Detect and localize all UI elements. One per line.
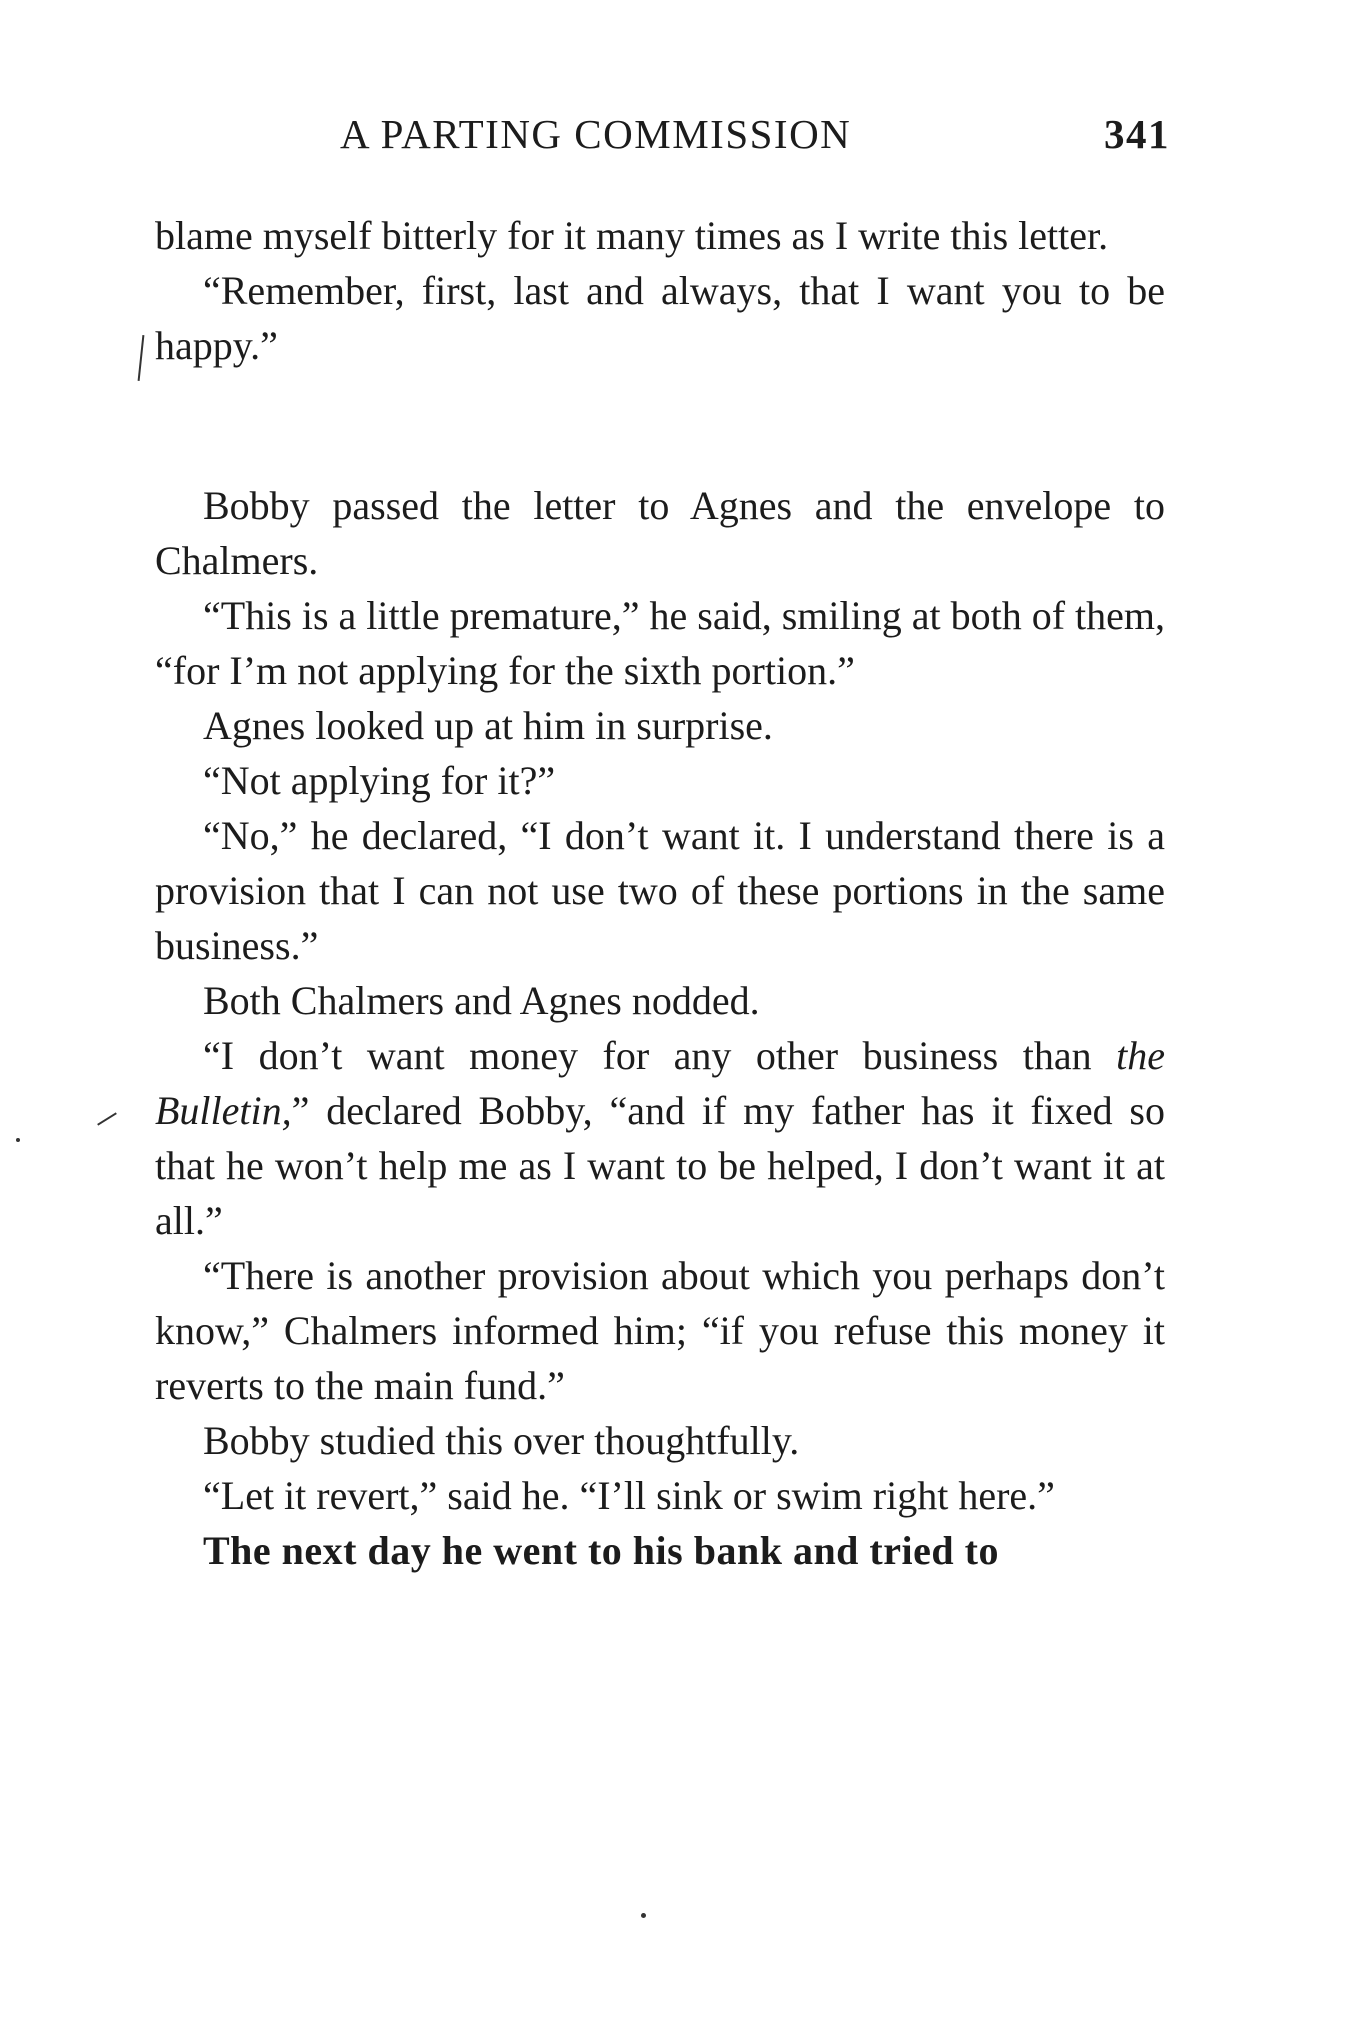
- paragraph: Bobby studied this over thoughtfully.: [203, 1418, 800, 1463]
- margin-pencil-mark: [138, 335, 145, 381]
- paragraph: blame myself bitterly for it many times as I write this letter.: [155, 213, 1109, 258]
- paragraph: The next day he went to his bank and tried to: [203, 1528, 999, 1573]
- paragraph: Bobby passed the letter to Agnes and the envelope to Chalmers.: [155, 483, 1165, 583]
- ink-speck: [16, 1138, 20, 1142]
- running-header: [340, 110, 1170, 170]
- paragraph: [155, 1028, 1165, 1248]
- paragraph: “No,” he declared, “I don’t want it. I understand there is a provision that I can not use two of these portions in the same business.”: [155, 813, 1165, 968]
- paragraph-part: ” declared Bobby, “and if my father has it fixed so that he won’t help me as I want to be helped, I don’t want it at all.”: [155, 1088, 1165, 1243]
- text-block-main: [155, 478, 1165, 1578]
- page-number: 341: [1104, 111, 1170, 157]
- paragraph-part: “I don’t want money for any other business than: [203, 1033, 1092, 1078]
- text-block-top: [155, 208, 1165, 373]
- running-title: A PARTING COMMISSION: [340, 111, 852, 157]
- newspaper-title: the Bulletin,: [155, 1033, 1166, 1133]
- paragraph: Both Chalmers and Agnes nodded.: [203, 978, 760, 1023]
- paragraph: “There is another provision about which you perhaps don’t know,” Chalmers informed him; “if you refuse this money it reverts to the main fund.”: [155, 1253, 1165, 1408]
- ink-speck: [641, 1913, 646, 1918]
- paragraph: “This is a little premature,” he said, smiling at both of them, “for I’m not applying for the sixth portion.”: [155, 593, 1165, 693]
- paragraph: Agnes looked up at him in surprise.: [203, 703, 773, 748]
- paragraph: “Not applying for it?”: [203, 758, 556, 803]
- paragraph: “Let it revert,” said he. “I’ll sink or swim right here.”: [203, 1473, 1055, 1518]
- paragraph: “Remember, first, last and always, that I want you to be happy.”: [155, 268, 1165, 368]
- margin-pencil-mark: [97, 1112, 117, 1125]
